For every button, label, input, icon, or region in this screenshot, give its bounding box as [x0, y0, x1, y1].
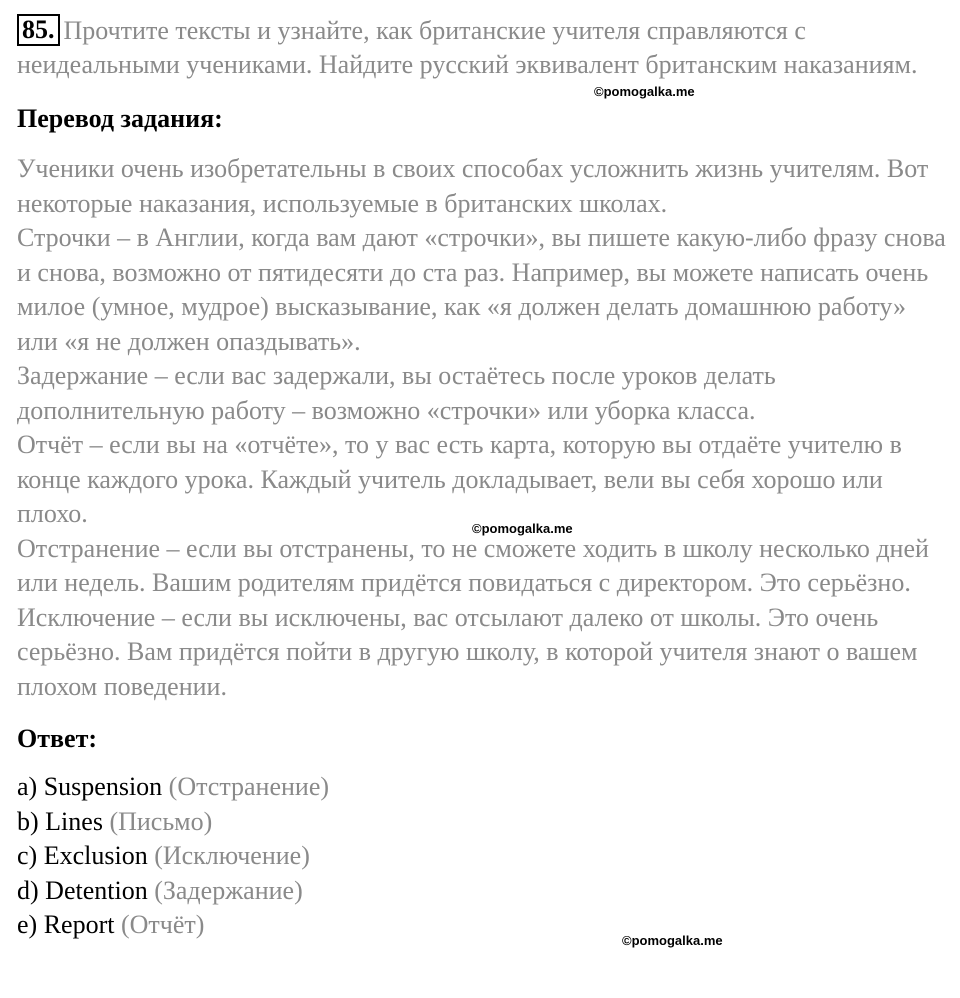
- watermark: ©pomogalka.me: [472, 521, 573, 536]
- task: [17, 14, 947, 82]
- answer-russian: (Исключение): [147, 841, 310, 870]
- translation-paragraph: Строчки – в Англии, когда вам дают «строчки», вы пишете какую-либо фразу снова и снова, возможно от пятидесяти до ста раз. Например, вы можете написать очень милое (умное, мудрое) высказывание, как «я должен делать домашнюю работу» или «я не должен опаздывать».: [17, 223, 946, 356]
- answer-item: [17, 770, 947, 805]
- watermark: ©pomogalka.me: [622, 933, 723, 948]
- task-number: 85.: [17, 14, 60, 46]
- answer-letter: b): [17, 806, 46, 836]
- answer-russian: (Отстранение): [162, 772, 330, 801]
- answer-english: Report: [43, 910, 115, 939]
- answer-english: Suspension: [43, 772, 163, 801]
- translation-text: [17, 152, 947, 704]
- translation-paragraph: Исключение – если вы исключены, вас отсылают далеко от школы. Это очень серьёзно. Вам придётся пойти в другую школу, в которой учителя знают о вашем плохом поведении.: [17, 602, 918, 701]
- answer-english: Detention: [45, 875, 148, 905]
- answer-heading: Ответ:: [17, 724, 98, 753]
- translation-paragraph: Задержание – если вас задержали, вы остаётесь после уроков делать дополнительную работу – возможно «строчки» или уборка класса.: [17, 361, 776, 425]
- answer-russian: (Письмо): [102, 806, 213, 836]
- answer-russian: (Задержание): [147, 875, 303, 905]
- answer-russian: (Отчёт): [114, 910, 205, 939]
- answer-item: [17, 805, 947, 840]
- translation-heading: Перевод задания:: [17, 104, 223, 133]
- answer-letter: e): [17, 910, 44, 939]
- translation-paragraph: Отстранение – если вы отстранены, то не сможете ходить в школу несколько дней или недель. Вашим родителям придётся повидаться с директором. Это серьёзно.: [17, 533, 929, 597]
- answer-list: [17, 770, 947, 943]
- task-text: Прочтите тексты и узнайте, как британские учителя справляются с неидеальными учениками. Найдите русский эквивалент британским наказаниям.: [17, 16, 918, 79]
- answer-english: Exclusion: [43, 841, 148, 870]
- page: [17, 14, 947, 943]
- translation-paragraph: Ученики очень изобретательны в своих способах усложнить жизнь учителям. Вот некоторые наказания, используемые в британских школах.: [17, 154, 929, 218]
- answer-item: [17, 908, 947, 943]
- answer-english: Lines: [45, 806, 103, 836]
- watermark: ©pomogalka.me: [594, 84, 695, 99]
- answer-letter: a): [17, 772, 44, 801]
- answer-letter: d): [17, 875, 46, 905]
- answer-item: [17, 874, 947, 909]
- answer-letter: c): [17, 841, 44, 870]
- answer-item: [17, 839, 947, 874]
- translation-paragraph: Отчёт – если вы на «отчёте», то у вас есть карта, которую вы отдаёте учителю в конце каждого урока. Каждый учитель докладывает, вели вы себя хорошо или плохо.: [17, 430, 902, 528]
